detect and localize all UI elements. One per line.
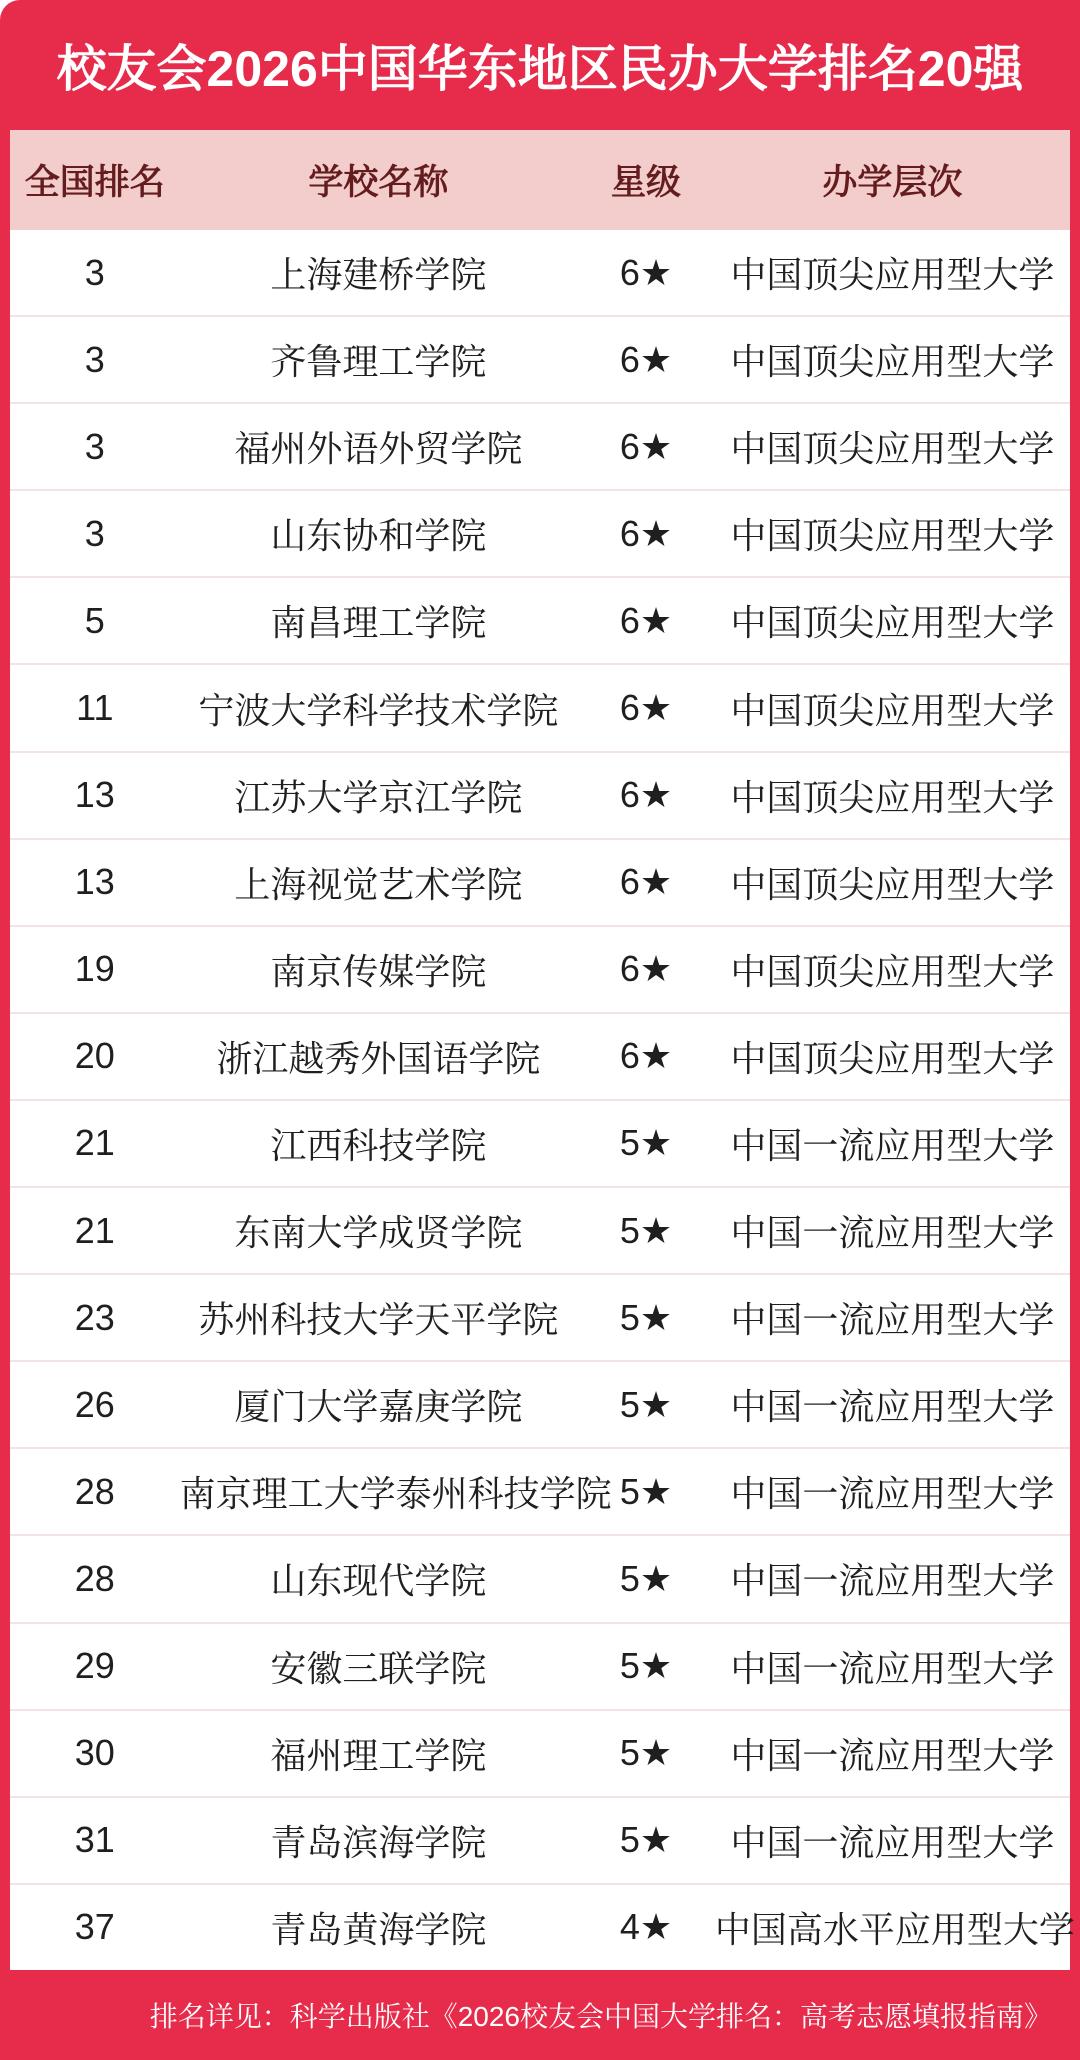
star-rating-cell: 4★ [619, 1906, 673, 1948]
star-rating-cell: 6★ [619, 251, 673, 293]
school-level-cell: 中国顶尖应用型大学 [730, 254, 1055, 296]
rank-cell: 20 [74, 1035, 115, 1077]
school-level-cell: 中国顶尖应用型大学 [730, 689, 1055, 731]
star-rating-cell: 5★ [619, 1470, 673, 1512]
table-row [10, 1622, 1070, 1709]
table-row [10, 1186, 1070, 1273]
table-row [10, 1709, 1070, 1796]
school-level-cell: 中国顶尖应用型大学 [730, 602, 1055, 644]
school-level-cell: 中国顶尖应用型大学 [730, 515, 1055, 557]
star-rating-cell: 5★ [619, 1645, 673, 1687]
page-title: 校友会2026中国华东地区民办大学排名20强 [56, 41, 1024, 97]
school-level-cell: 中国一流应用型大学 [730, 1299, 1055, 1341]
footer-banner [0, 1970, 1080, 2060]
star-rating-cell: 5★ [619, 1732, 673, 1774]
star-rating-cell: 6★ [619, 599, 673, 641]
rank-cell: 13 [74, 774, 115, 816]
star-rating-cell: 5★ [619, 1819, 673, 1861]
school-level-cell: 中国高水平应用型大学 [714, 1908, 1075, 1950]
rank-cell: 26 [74, 1383, 115, 1425]
school-name-cell: 宁波大学科学技术学院 [198, 689, 559, 731]
rank-cell: 37 [74, 1906, 115, 1948]
footer-note: 排名详见：科学出版社《2026校友会中国大学排名：高考志愿填报指南》 [149, 2001, 1052, 2032]
rank-cell: 3 [84, 425, 105, 467]
rank-cell: 31 [74, 1819, 115, 1861]
school-name-cell: 青岛滨海学院 [270, 1821, 487, 1863]
table-row [10, 1273, 1070, 1360]
school-name-cell: 东南大学成贤学院 [234, 1212, 523, 1254]
rank-cell: 11 [76, 687, 114, 729]
school-level-cell: 中国一流应用型大学 [730, 1734, 1055, 1776]
table-row [10, 1012, 1070, 1099]
school-name-cell: 山东现代学院 [270, 1560, 487, 1602]
star-rating-cell: 6★ [619, 774, 673, 816]
school-name-cell: 江西科技学院 [270, 1124, 487, 1166]
rank-cell: 19 [74, 948, 115, 990]
star-rating-cell: 5★ [619, 1122, 673, 1164]
school-name-cell: 南京传媒学院 [270, 950, 487, 992]
rank-cell: 3 [84, 512, 105, 554]
table-row [10, 925, 1070, 1012]
school-level-cell: 中国一流应用型大学 [730, 1647, 1055, 1689]
school-name-cell: 江苏大学京江学院 [234, 776, 523, 818]
school-level-cell: 中国顶尖应用型大学 [730, 341, 1055, 383]
header-school-name: 学校名称 [308, 163, 449, 202]
ranking-table [10, 130, 1075, 1970]
rank-cell: 21 [74, 1209, 115, 1251]
school-level-cell: 中国一流应用型大学 [730, 1473, 1055, 1515]
school-name-cell: 苏州科技大学天平学院 [198, 1299, 559, 1341]
table-row [10, 1360, 1070, 1447]
table-header-row [10, 130, 1070, 230]
school-level-cell: 中国一流应用型大学 [730, 1560, 1055, 1602]
table-row [10, 230, 1070, 315]
rank-cell: 5 [84, 599, 105, 641]
school-name-cell: 厦门大学嘉庚学院 [234, 1386, 523, 1428]
school-level-cell: 中国顶尖应用型大学 [730, 776, 1055, 818]
star-rating-cell: 6★ [619, 1035, 673, 1077]
rank-cell: 21 [74, 1122, 115, 1164]
header-national-rank: 全国排名 [24, 163, 165, 202]
rank-cell: 13 [74, 861, 115, 903]
star-rating-cell: 6★ [619, 948, 673, 990]
table-body [10, 230, 1075, 1970]
table-row [10, 1447, 1070, 1534]
school-name-cell: 齐鲁理工学院 [270, 341, 487, 383]
school-name-cell: 福州理工学院 [270, 1734, 487, 1776]
rank-cell: 28 [74, 1557, 115, 1599]
school-name-cell: 浙江越秀外国语学院 [216, 1037, 541, 1079]
school-name-cell: 南京理工大学泰州科技学院 [179, 1473, 612, 1515]
rank-cell: 30 [74, 1732, 115, 1774]
rank-cell: 3 [84, 251, 105, 293]
rank-cell: 28 [74, 1470, 115, 1512]
school-level-cell: 中国顶尖应用型大学 [730, 1037, 1055, 1079]
header-star-rating: 星级 [610, 163, 681, 202]
school-level-cell: 中国顶尖应用型大学 [730, 428, 1055, 470]
title-banner [0, 0, 1080, 130]
star-rating-cell: 6★ [619, 425, 673, 467]
star-rating-cell: 6★ [619, 687, 673, 729]
table-row [10, 751, 1070, 838]
star-rating-cell: 5★ [619, 1557, 673, 1599]
school-level-cell: 中国顶尖应用型大学 [730, 863, 1055, 905]
star-rating-cell: 5★ [619, 1383, 673, 1425]
table-row [10, 576, 1070, 663]
school-name-cell: 山东协和学院 [270, 515, 487, 557]
school-level-cell: 中国一流应用型大学 [730, 1124, 1055, 1166]
table-row [10, 1796, 1070, 1883]
star-rating-cell: 6★ [619, 512, 673, 554]
school-level-cell: 中国一流应用型大学 [730, 1212, 1055, 1254]
school-name-cell: 上海视觉艺术学院 [234, 863, 523, 905]
star-rating-cell: 5★ [619, 1296, 673, 1338]
school-name-cell: 青岛黄海学院 [270, 1908, 487, 1950]
school-level-cell: 中国一流应用型大学 [730, 1821, 1055, 1863]
table-row [10, 402, 1070, 489]
rank-cell: 23 [74, 1296, 115, 1338]
star-rating-cell: 5★ [619, 1209, 673, 1251]
table-row [10, 663, 1070, 750]
school-name-cell: 安徽三联学院 [270, 1647, 487, 1689]
star-rating-cell: 6★ [619, 338, 673, 380]
header-school-level: 办学层次 [822, 163, 963, 202]
rank-cell: 29 [74, 1645, 115, 1687]
table-row [10, 1883, 1075, 1970]
school-level-cell: 中国一流应用型大学 [730, 1386, 1055, 1428]
table-row [10, 489, 1070, 576]
table-row [10, 315, 1070, 402]
school-level-cell: 中国顶尖应用型大学 [730, 950, 1055, 992]
school-name-cell: 上海建桥学院 [270, 254, 487, 296]
school-name-cell: 南昌理工学院 [270, 602, 487, 644]
school-name-cell: 福州外语外贸学院 [234, 428, 523, 470]
rank-cell: 3 [84, 338, 105, 380]
table-row [10, 838, 1070, 925]
table-row [10, 1534, 1070, 1621]
star-rating-cell: 6★ [619, 861, 673, 903]
table-row [10, 1099, 1070, 1186]
